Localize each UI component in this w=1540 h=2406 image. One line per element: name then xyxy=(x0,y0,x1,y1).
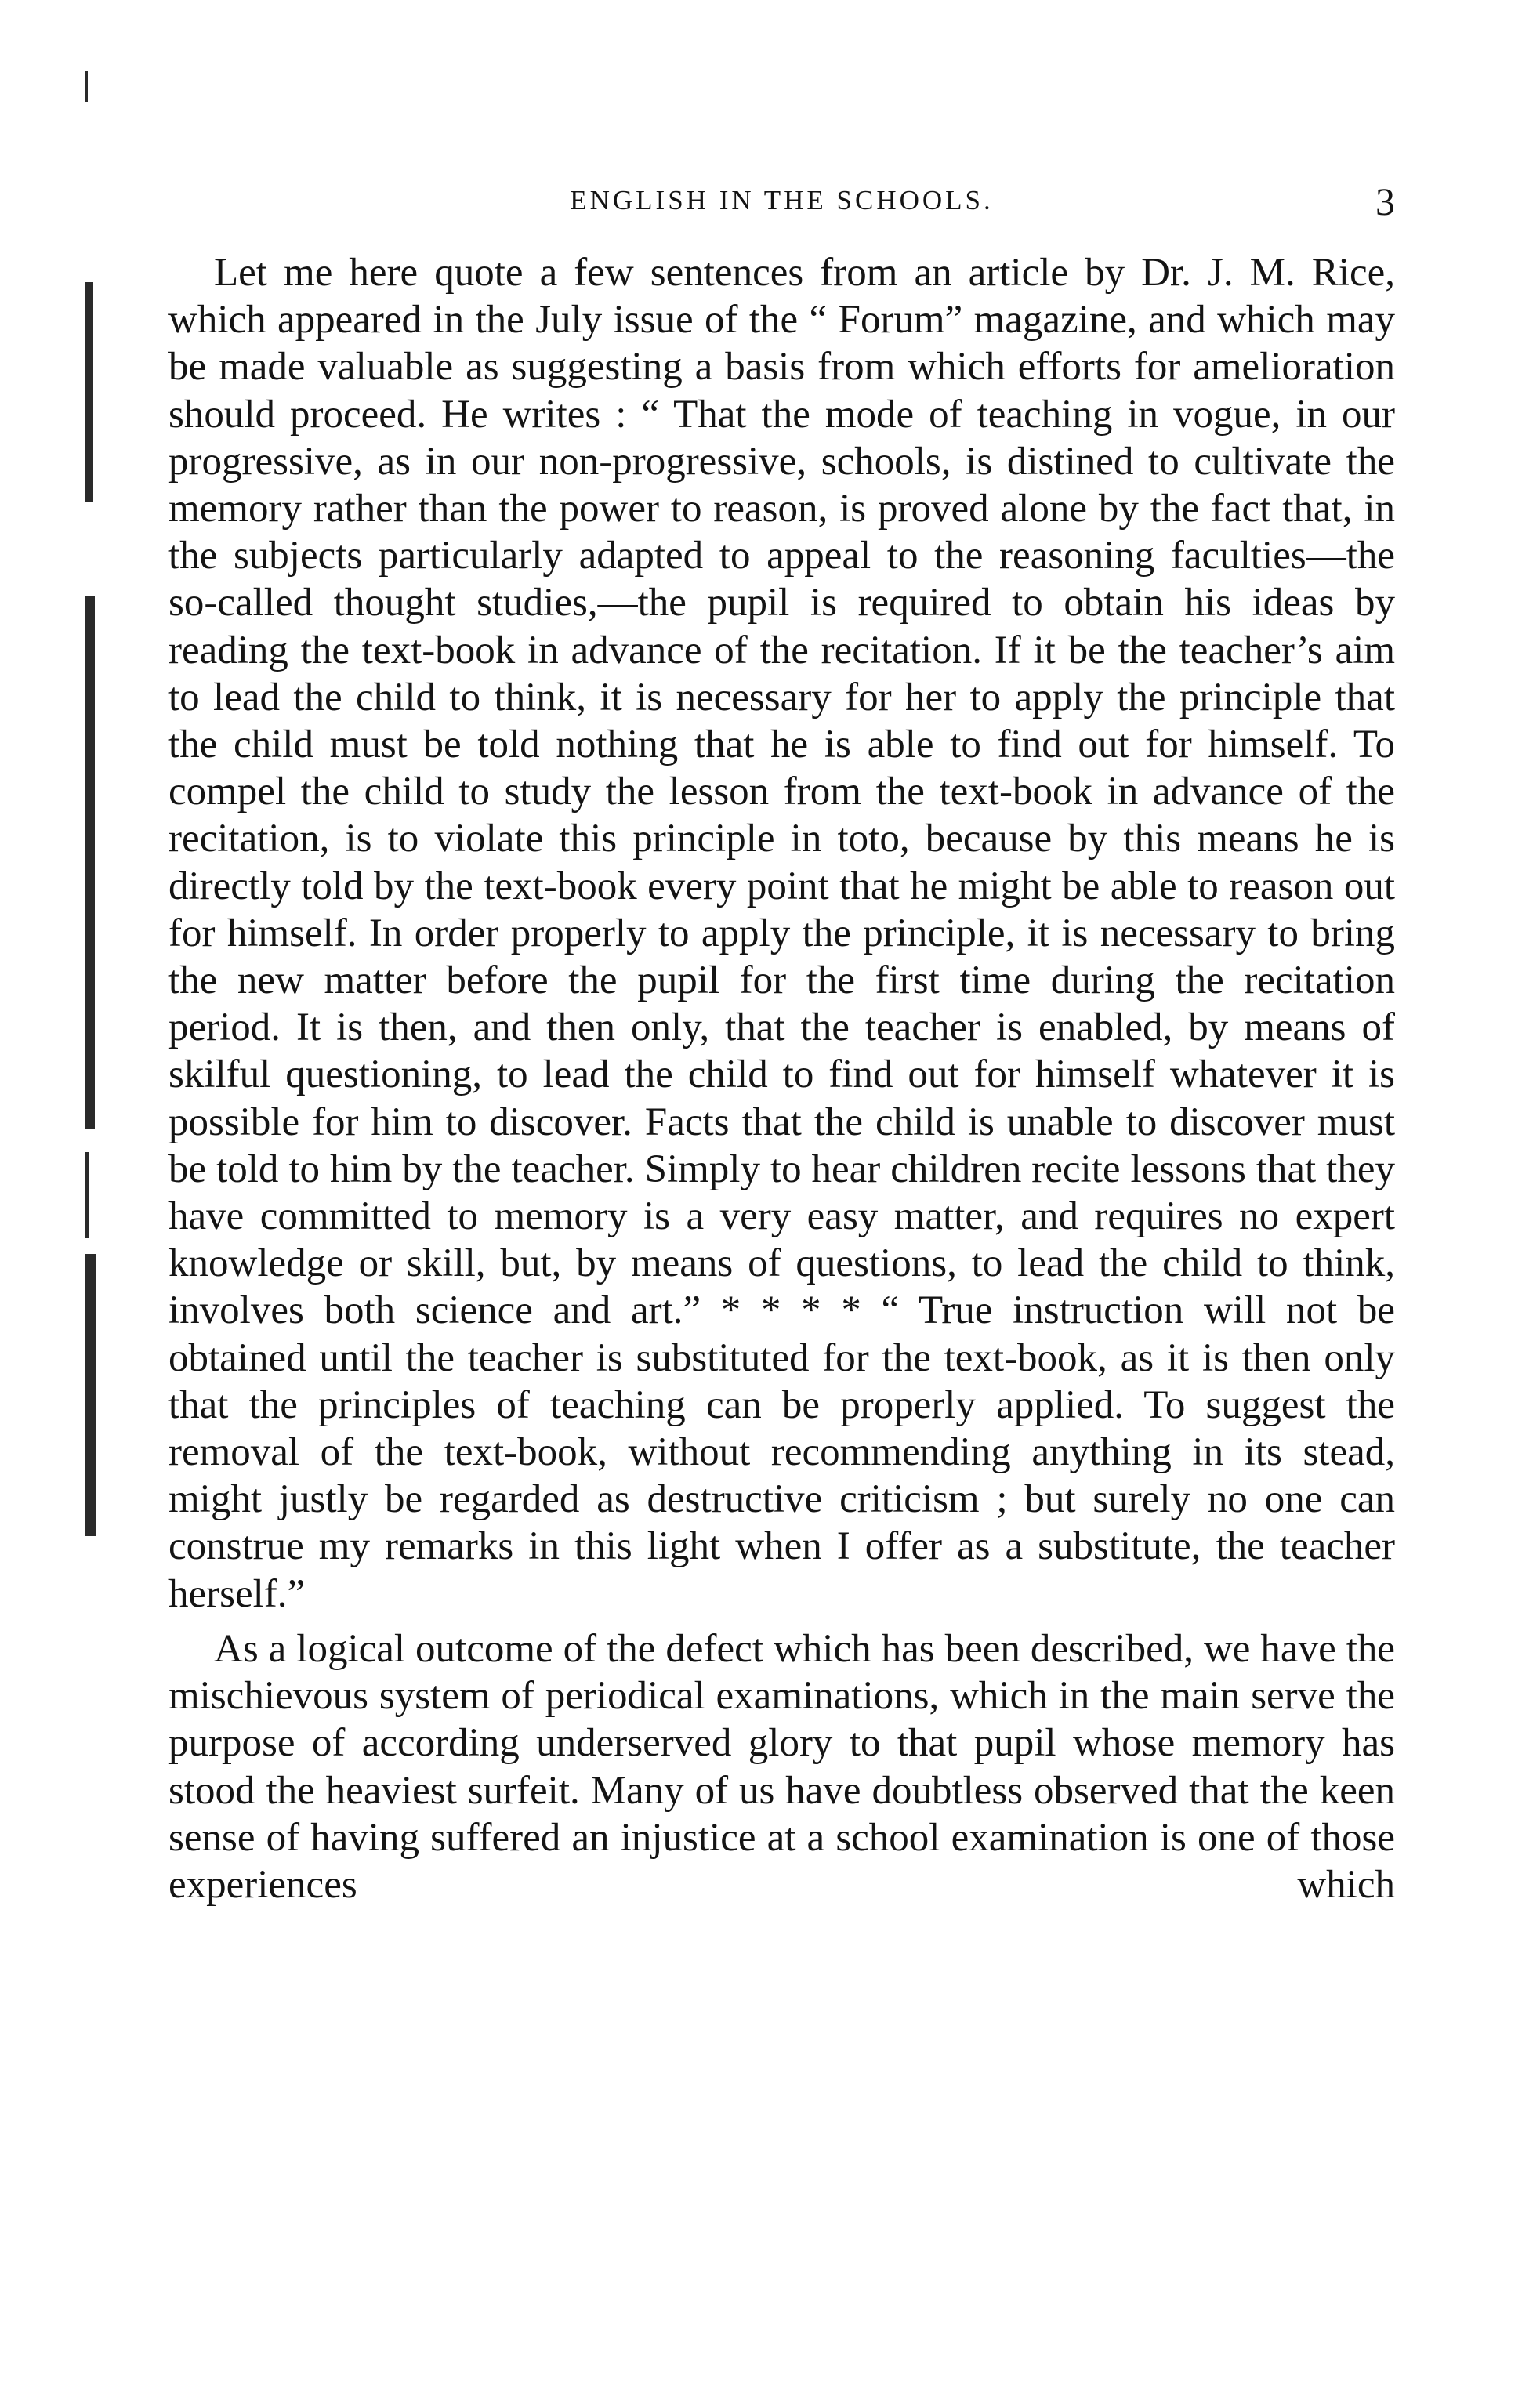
running-head: ENGLISH IN THE SCHOOLS. xyxy=(570,185,994,216)
body-text xyxy=(168,249,1395,1916)
page-header xyxy=(168,179,1395,226)
binding-edge-shadow xyxy=(74,47,137,1771)
page-number: 3 xyxy=(1375,179,1395,223)
paragraph: Let me here quote a few sentences from an article by Dr. J. M. Rice, which appeared in the July issue of the “ Forum” magazine, and which may be made valuable as suggesting a basis from which efforts for amelioration should proceed. He writes : “ That the mode of teaching in vogue, in our progressive, as in our non-progressive, schools, is distined to cultivate the memory rather than the power to reason, is proved alone by the fact that, in the subjects particularly adapted to appeal to the reasoning faculties—the so-called thought studies,—the pupil is required to obtain his ideas by reading the text-book in advance of the recitation. If it be the teacher’s aim to lead the child to think, it is necessary for her to apply the principle that the child must be told nothing that he is able to find out for himself. To compel the child to study the lesson from the text-book in advance of the recitation, is to violate this principle in toto, because by this means he is directly told by the text-book every point that he might be able to reason out for himself. In order properly to apply the principle, it is necessary to bring the new matter before the pupil for the first time during the recitation period. It is then, and then only, that the teacher is enabled, by means of skilful questioning, to lead the child to find out for himself whatever it is possible for him to discover. Facts that the child is unable to discover must be told to him by the teacher. Simply to hear children recite lessons that they have committed to memory is a very easy matter, and requires no expert knowledge or skill, but, by means of questions, to lead the child to think, involves both science and art.” * * * * “ True instruction will not be obtained until the teacher is substituted for the text-book, as it is then only that the principles of teaching can be properly applied. To suggest the removal of the text-book, without recommending anything in its stead, might justly be regarded as destructive criticism ; but surely no one can construe my remarks in this light when I offer as a substitute, the teacher herself.” xyxy=(168,251,1395,1616)
paragraph: As a logical outcome of the defect which has been described, we have the mischievous system of periodical examinations, which in the main serve the purpose of according underserved glory to that pupil whose memory has stood the heaviest surfeit. Many of us have doubtless observed that the keen sense of having suffered an injustice at a school examination is one of those experiences which xyxy=(168,1626,1395,1907)
